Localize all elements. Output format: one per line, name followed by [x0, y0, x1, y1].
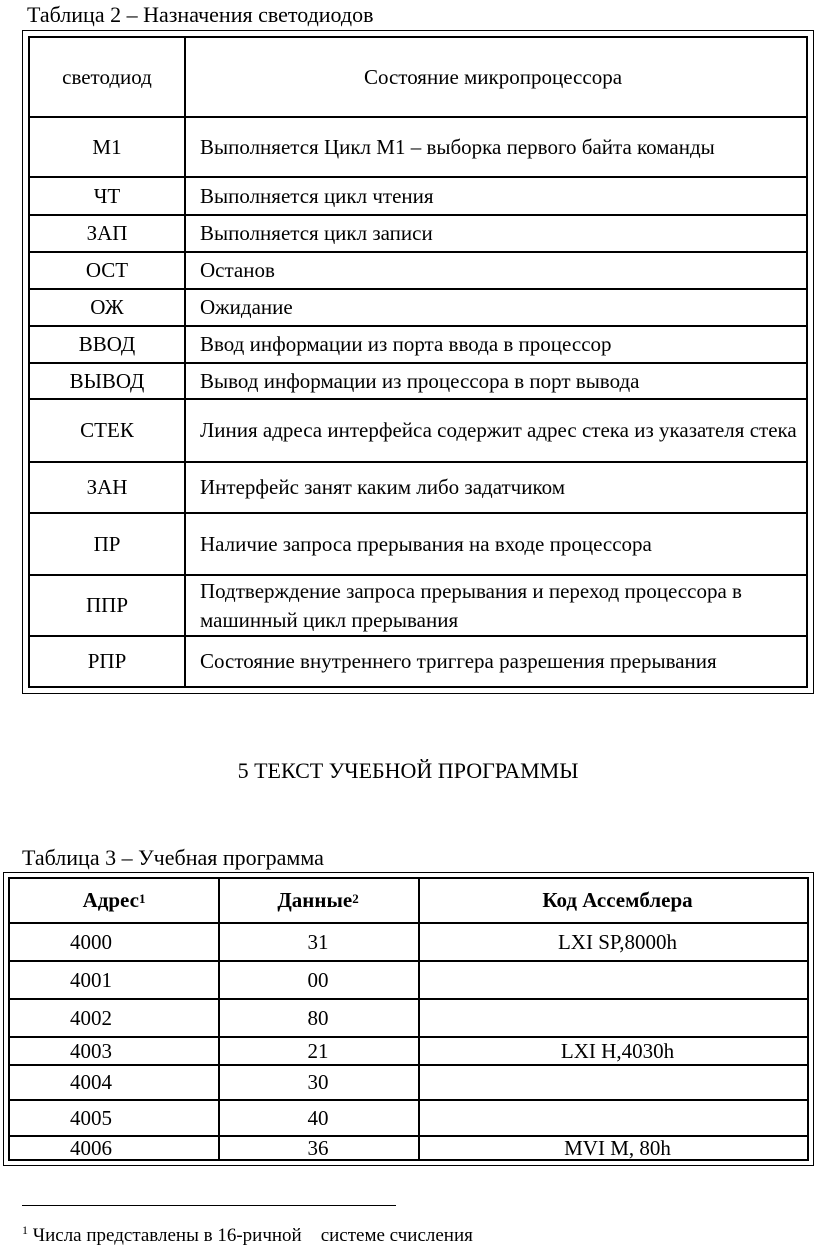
table2-caption: Таблица 2 – Назначения светодиодов — [27, 2, 374, 27]
table-row — [30, 214, 806, 251]
state-cell: Ожидание — [200, 295, 293, 319]
footnote-separator — [22, 1205, 396, 1206]
led-cell: ОСТ — [85, 258, 129, 282]
state-cell: Состояние внутреннего триггера разрешения прерывания — [200, 649, 717, 673]
header-led: светодиод — [62, 64, 152, 89]
table-row — [30, 398, 806, 461]
state-cell: Вывод информации из процессора в порт вывода — [200, 368, 640, 393]
table-row — [10, 1135, 807, 1159]
table-row — [10, 998, 807, 1036]
led-cell: М1 — [92, 134, 122, 159]
data-cell: 00 — [307, 967, 329, 992]
led-cell: ЧТ — [93, 183, 121, 208]
address-cell: 4005 — [70, 1105, 112, 1130]
led-cell: СТЕК — [80, 418, 134, 442]
program-table — [3, 872, 814, 1166]
address-cell: 4000 — [70, 929, 112, 954]
table-row — [10, 1099, 807, 1135]
table-row — [30, 512, 806, 574]
led-cell: ЗАП — [86, 221, 128, 245]
state-cell: Подтверждение запроса прерывания и переход процессора в машинный цикл прерывания — [200, 578, 742, 632]
state-cell: Линия адреса интерфейса содержит адрес стека из указателя стека — [200, 418, 797, 442]
address-cell: 4002 — [70, 1005, 112, 1030]
asm-cell: LXI SP,8000h — [557, 929, 678, 954]
table-row — [30, 251, 806, 288]
footnote: $^1$ Числа представлены в 16-ричной системе счисления — [22, 1223, 473, 1246]
table3-caption: Таблица 3 – Учебная программа — [22, 845, 324, 870]
table-row — [30, 362, 806, 398]
data-cell: 80 — [307, 1005, 329, 1030]
asm-cell — [420, 1066, 815, 1099]
table-row — [30, 176, 806, 214]
table-header-row — [30, 38, 806, 116]
address-cell: 4003 — [70, 1038, 112, 1063]
header-address: Адрес $^1$ — [82, 888, 146, 912]
state-cell: Выполняется цикл записи — [200, 221, 433, 245]
header-data: Данные $^2$ — [277, 888, 359, 912]
table-row — [10, 922, 807, 960]
table-row — [30, 116, 806, 176]
state-cell: Ввод информации из порта ввода в процессор — [200, 332, 612, 356]
table-header-row — [10, 879, 807, 922]
led-cell: ЗАН — [86, 475, 128, 499]
table-row — [30, 574, 806, 635]
header-state: Состояние микропроцессора — [363, 64, 623, 89]
table-row — [30, 288, 806, 325]
data-cell: 30 — [307, 1070, 329, 1094]
table-row — [10, 1036, 807, 1064]
state-cell: Выполняется цикл чтения — [200, 183, 434, 208]
led-table — [22, 30, 814, 694]
section-heading: 5 ТЕКСТ УЧЕБНОЙ ПРОГРАММЫ — [237, 758, 579, 783]
asm-cell — [420, 1000, 815, 1036]
led-cell: ПР — [93, 531, 121, 556]
led-cell: ВЫВОД — [69, 368, 145, 393]
led-cell: ОЖ — [90, 295, 124, 319]
led-cell: ППР — [85, 593, 128, 617]
table-row — [10, 960, 807, 998]
table-row — [30, 461, 806, 512]
address-cell: 4006 — [70, 1135, 112, 1160]
table-row — [10, 1064, 807, 1099]
state-cell: Интерфейс занят каким либо задатчиком — [200, 475, 565, 499]
asm-cell — [420, 962, 815, 998]
state-cell: Останов — [200, 258, 275, 282]
state-cell: Наличие запроса прерывания на входе процессора — [200, 531, 652, 556]
address-cell: 4001 — [70, 967, 112, 992]
data-cell: 21 — [307, 1038, 329, 1063]
address-cell: 4004 — [70, 1070, 112, 1094]
table-row — [30, 325, 806, 362]
table-row — [30, 635, 806, 686]
asm-cell: MVI M, 80h — [564, 1135, 671, 1160]
header-asm: Код Ассемблера — [542, 888, 693, 912]
state-cell: Выполняется Цикл М1 – выборка первого байта команды — [200, 134, 715, 159]
data-cell: 36 — [307, 1135, 329, 1160]
led-cell: ВВОД — [78, 332, 136, 356]
asm-cell: LXI H,4030h — [560, 1038, 675, 1063]
led-cell: РПР — [87, 649, 127, 673]
asm-cell — [420, 1101, 815, 1135]
data-cell: 31 — [307, 929, 329, 954]
data-cell: 40 — [307, 1105, 329, 1130]
